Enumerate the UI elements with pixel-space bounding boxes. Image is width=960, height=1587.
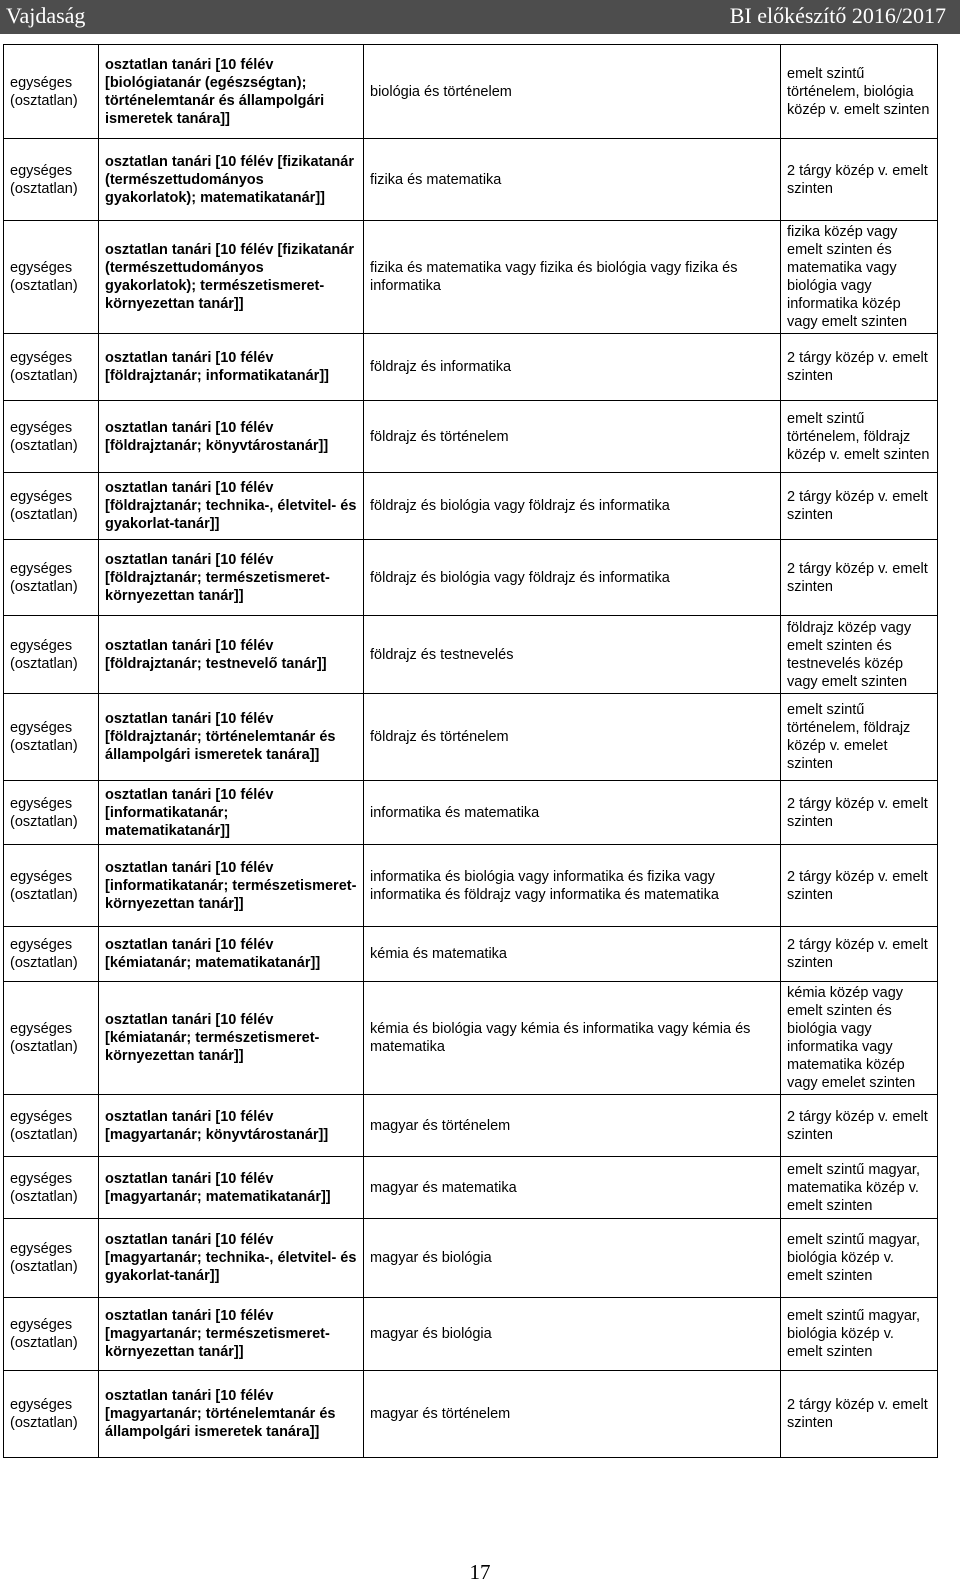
program-cell: osztatlan tanári [10 félév [fizikatanár (természettudományos gyakorlatok); természetismeret-környezettan tanár]] xyxy=(99,221,364,334)
subjects-cell: fizika és matematika vagy fizika és biológia vagy fizika és informatika xyxy=(364,221,781,334)
page-number: 17 xyxy=(469,1560,491,1584)
subjects-cell: magyar és matematika xyxy=(364,1157,781,1219)
table-row xyxy=(4,334,938,401)
table-row xyxy=(4,401,938,473)
program-cell: osztatlan tanári [10 félév [magyartanár; történelemtanár és állampolgári ismeretek tanára]] xyxy=(99,1371,364,1458)
program-cell: osztatlan tanári [10 félév [kémiatanár; természetismeret-környezettan tanár]] xyxy=(99,982,364,1095)
subjects-cell: informatika és biológia vagy informatika és fizika vagy informatika és földrajz vagy informatika és matematika xyxy=(364,845,781,927)
program-cell: osztatlan tanári [10 félév [földrajztanár; történelemtanár és állampolgári ismeretek tanára]] xyxy=(99,694,364,781)
program-cell: osztatlan tanári [10 félév [informatikatanár; természetismeret-környezettan tanár]] xyxy=(99,845,364,927)
table-row xyxy=(4,139,938,221)
subjects-cell: magyar és biológia xyxy=(364,1298,781,1371)
program-cell: osztatlan tanári [10 félév [informatikatanár; matematikatanár]] xyxy=(99,781,364,845)
training-type-cell: egységes (osztatlan) xyxy=(4,1219,99,1298)
training-type-cell: egységes (osztatlan) xyxy=(4,1298,99,1371)
level-cell: fizika közép vagy emelt szinten és matematika vagy biológia vagy informatika közép vagy emelt szinten xyxy=(781,221,938,334)
subjects-cell: magyar és történelem xyxy=(364,1095,781,1157)
program-cell: osztatlan tanári [10 félév [földrajztanár; technika-, életvitel- és gyakorlat-tanár]] xyxy=(99,473,364,540)
training-type-cell: egységes (osztatlan) xyxy=(4,540,99,616)
level-cell: emelt szintű történelem, biológia közép v. emelt szinten xyxy=(781,45,938,139)
header-bar xyxy=(0,0,960,34)
level-cell: 2 tárgy közép v. emelt szinten xyxy=(781,927,938,982)
level-cell: 2 tárgy közép v. emelt szinten xyxy=(781,1371,938,1458)
table-row xyxy=(4,616,938,694)
level-cell: emelt szintű történelem, földrajz közép v. emelet szinten xyxy=(781,694,938,781)
level-cell: 2 tárgy közép v. emelt szinten xyxy=(781,473,938,540)
subjects-cell: fizika és matematika xyxy=(364,139,781,221)
training-type-cell: egységes (osztatlan) xyxy=(4,45,99,139)
level-cell: 2 tárgy közép v. emelt szinten xyxy=(781,781,938,845)
table-row xyxy=(4,540,938,616)
programs-table xyxy=(3,44,938,1458)
subjects-cell: kémia és biológia vagy kémia és informatika vagy kémia és matematika xyxy=(364,982,781,1095)
level-cell: földrajz közép vagy emelt szinten és testnevelés közép vagy emelt szinten xyxy=(781,616,938,694)
header-title-left: Vajdaság xyxy=(6,3,86,28)
subjects-cell: földrajz és biológia vagy földrajz és informatika xyxy=(364,473,781,540)
subjects-cell: magyar és történelem xyxy=(364,1371,781,1458)
training-type-cell: egységes (osztatlan) xyxy=(4,1157,99,1219)
program-cell: osztatlan tanári [10 félév [biológiatanár (egészségtan); történelemtanár és állampolgári ismeretek tanára]] xyxy=(99,45,364,139)
program-cell: osztatlan tanári [10 félév [magyartanár; matematikatanár]] xyxy=(99,1157,364,1219)
program-cell: osztatlan tanári [10 félév [földrajztanár; könyvtárostanár]] xyxy=(99,401,364,473)
training-type-cell: egységes (osztatlan) xyxy=(4,927,99,982)
subjects-cell: földrajz és biológia vagy földrajz és informatika xyxy=(364,540,781,616)
subjects-cell: földrajz és testnevelés xyxy=(364,616,781,694)
level-cell: emelt szintű magyar, biológia közép v. emelt szinten xyxy=(781,1298,938,1371)
training-type-cell: egységes (osztatlan) xyxy=(4,616,99,694)
table-row xyxy=(4,1095,938,1157)
subjects-cell: földrajz és informatika xyxy=(364,334,781,401)
subjects-cell: biológia és történelem xyxy=(364,45,781,139)
level-cell: 2 tárgy közép v. emelt szinten xyxy=(781,540,938,616)
level-cell: kémia közép vagy emelt szinten és biológia vagy informatika vagy matematika közép vagy emelet szinten xyxy=(781,982,938,1095)
table-row xyxy=(4,927,938,982)
level-cell: emelt szintű magyar, matematika közép v. emelt szinten xyxy=(781,1157,938,1219)
table-row xyxy=(4,45,938,139)
table-row xyxy=(4,781,938,845)
training-type-cell: egységes (osztatlan) xyxy=(4,473,99,540)
program-cell: osztatlan tanári [10 félév [magyartanár; könyvtárostanár]] xyxy=(99,1095,364,1157)
training-type-cell: egységes (osztatlan) xyxy=(4,334,99,401)
table-row xyxy=(4,1219,938,1298)
training-type-cell: egységes (osztatlan) xyxy=(4,845,99,927)
training-type-cell: egységes (osztatlan) xyxy=(4,139,99,221)
level-cell: 2 tárgy közép v. emelt szinten xyxy=(781,334,938,401)
level-cell: 2 tárgy közép v. emelt szinten xyxy=(781,139,938,221)
table-row xyxy=(4,694,938,781)
training-type-cell: egységes (osztatlan) xyxy=(4,982,99,1095)
subjects-cell: informatika és matematika xyxy=(364,781,781,845)
training-type-cell: egységes (osztatlan) xyxy=(4,221,99,334)
training-type-cell: egységes (osztatlan) xyxy=(4,1371,99,1458)
program-cell: osztatlan tanári [10 félév [kémiatanár; matematikatanár]] xyxy=(99,927,364,982)
table-row xyxy=(4,845,938,927)
program-cell: osztatlan tanári [10 félév [fizikatanár (természettudományos gyakorlatok); matematikatanár]] xyxy=(99,139,364,221)
training-type-cell: egységes (osztatlan) xyxy=(4,694,99,781)
table-row xyxy=(4,1371,938,1458)
level-cell: emelt szintű történelem, földrajz közép v. emelt szinten xyxy=(781,401,938,473)
table-row xyxy=(4,1157,938,1219)
training-type-cell: egységes (osztatlan) xyxy=(4,1095,99,1157)
program-cell: osztatlan tanári [10 félév [földrajztanár; informatikatanár]] xyxy=(99,334,364,401)
level-cell: 2 tárgy közép v. emelt szinten xyxy=(781,1095,938,1157)
program-cell: osztatlan tanári [10 félév [magyartanár; technika-, életvitel- és gyakorlat-tanár]] xyxy=(99,1219,364,1298)
table-row xyxy=(4,473,938,540)
training-type-cell: egységes (osztatlan) xyxy=(4,401,99,473)
table-row xyxy=(4,1298,938,1371)
level-cell: 2 tárgy közép v. emelt szinten xyxy=(781,845,938,927)
subjects-cell: magyar és biológia xyxy=(364,1219,781,1298)
subjects-cell: földrajz és történelem xyxy=(364,401,781,473)
subjects-cell: kémia és matematika xyxy=(364,927,781,982)
table-row xyxy=(4,221,938,334)
header-title-right: BI előkészítő 2016/2017 xyxy=(729,3,946,28)
program-cell: osztatlan tanári [10 félév [földrajztanár; testnevelő tanár]] xyxy=(99,616,364,694)
subjects-cell: földrajz és történelem xyxy=(364,694,781,781)
training-type-cell: egységes (osztatlan) xyxy=(4,781,99,845)
program-cell: osztatlan tanári [10 félév [földrajztanár; természetismeret-környezettan tanár]] xyxy=(99,540,364,616)
level-cell: emelt szintű magyar, biológia közép v. emelt szinten xyxy=(781,1219,938,1298)
table-row xyxy=(4,982,938,1095)
program-cell: osztatlan tanári [10 félév [magyartanár; természetismeret-környezettan tanár]] xyxy=(99,1298,364,1371)
